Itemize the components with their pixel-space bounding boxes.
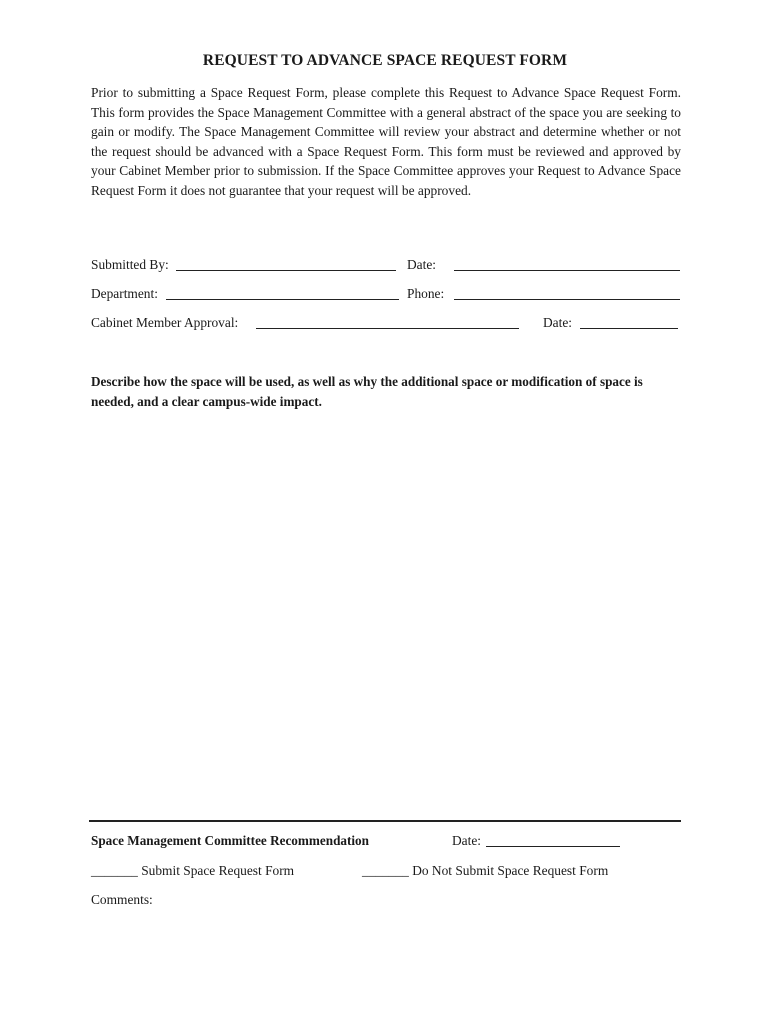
comments-label: Comments: [91,892,153,907]
comments-area[interactable] [91,912,681,1002]
committee-date-field[interactable] [486,846,620,847]
description-area[interactable] [91,420,681,810]
description-prompt: Describe how the space will be used, as well as why the additional space or modification of space is needed, and a clear campus-wide impact. [91,374,643,409]
date-field[interactable] [454,270,680,271]
intro-paragraph: Prior to submitting a Space Request Form, please complete this Request to Advance Space Request Form. This form provides the Space Management Committee with a general abstract of the space you are seeking to gain or modify. The Space Management Committee will review your abstract and determine whether or not the request should be advanced with a Space Request Form. This form must be reviewed and approved by your Cabinet Member prior to submission. If the Space Committee approves your Request to Advance Space Request Form it does not guarantee that your request will be approved. [91,85,681,198]
submitted-by-label: Submitted By: [91,257,169,272]
cabinet-approval-field[interactable] [256,328,519,329]
submitted-by-field[interactable] [176,270,396,271]
approval-date-label: Date: [543,315,572,330]
do-not-submit-option[interactable]: _______ Do Not Submit Space Request Form [362,863,609,878]
date-label: Date: [407,257,436,272]
phone-field[interactable] [454,299,680,300]
committee-date-label: Date: [452,833,481,848]
approval-date-field[interactable] [580,328,678,329]
form-title: REQUEST TO ADVANCE SPACE REQUEST FORM [202,52,568,69]
department-label: Department: [91,286,158,301]
phone-label: Phone: [407,286,445,301]
cabinet-approval-label: Cabinet Member Approval: [91,315,239,330]
submit-option[interactable]: _______ Submit Space Request Form [91,863,295,878]
committee-heading: Space Management Committee Recommendation [91,833,369,848]
section-divider [89,820,681,822]
department-field[interactable] [166,299,399,300]
